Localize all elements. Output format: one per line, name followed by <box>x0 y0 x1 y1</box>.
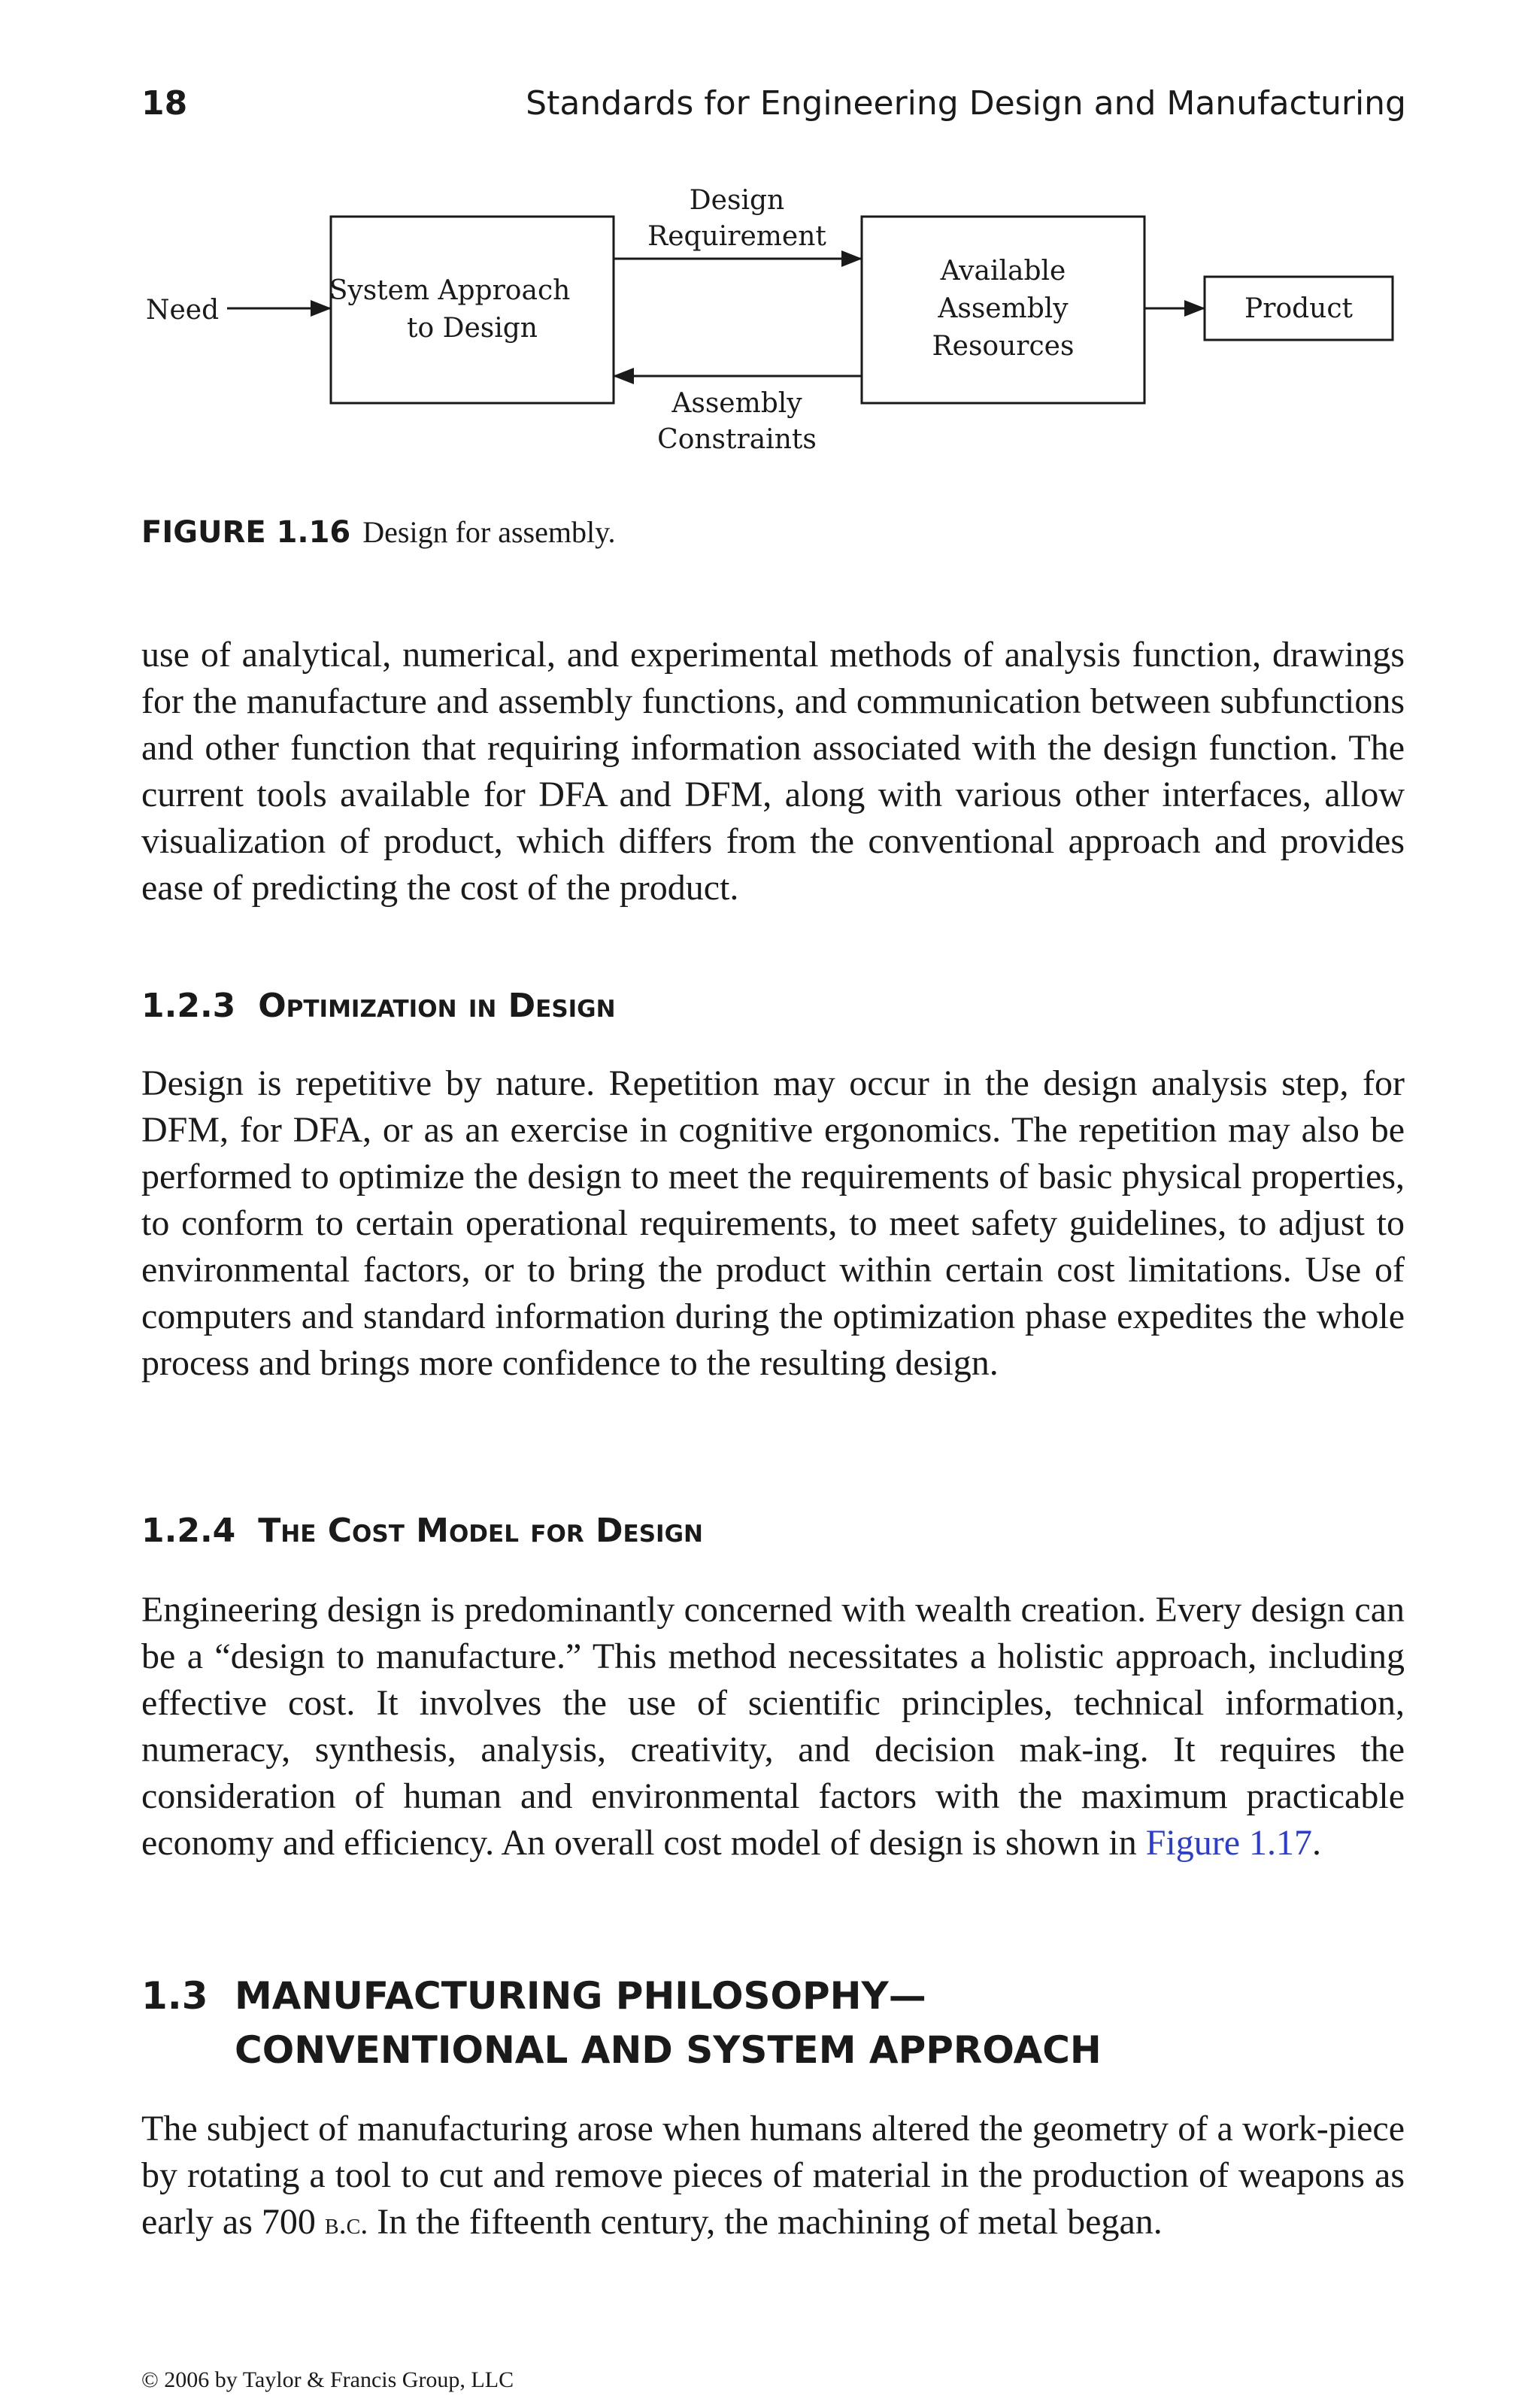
design-requirement-line2: Requirement <box>647 221 826 252</box>
figure-caption-label: FIGURE 1.16 <box>141 515 351 550</box>
page-number: 18 <box>141 84 188 123</box>
paragraph-3 <box>141 1587 1405 1867</box>
system-approach-line1: System Approach <box>329 275 571 306</box>
paragraph-3-text: Engineering design is predominantly concerned with wealth creation. Every design can be a “design to manufacture.” This method necessitates a holistic approach, including effective cost. It involves the use of scientific principles, technical information, numeracy, synthesis, analysis, creativity, and decision mak-ing. It requires the consideration of human and environmental factors with the maximum practicable economy and efficiency. An overall cost model of design is shown in <box>141 1590 1405 1863</box>
section-heading-1-2-4 <box>141 1512 703 1550</box>
era-abbreviation: b.c. <box>324 2206 368 2240</box>
section-heading-1-2-3 <box>141 987 616 1025</box>
running-head: Standards for Engineering Design and Manufacturing <box>526 84 1406 123</box>
assembly-resources-line2: Assembly <box>938 293 1069 324</box>
assembly-resources-line3: Resources <box>932 331 1075 362</box>
copyright-notice: © 2006 by Taylor & Francis Group, LLC <box>141 2367 514 2392</box>
assembly-constraints-line1: Assembly <box>671 388 802 419</box>
paragraph-4-end: In the fifteenth century, the machining of metal began. <box>377 2202 1163 2242</box>
design-for-assembly-diagram <box>0 0 1540 481</box>
section-title: Optimization in Design <box>258 987 616 1025</box>
system-approach-box <box>331 217 614 403</box>
assembly-constraints-line2: Constraints <box>657 424 817 455</box>
assembly-resources-line1: Available <box>940 256 1066 287</box>
product-label: Product <box>1244 293 1353 324</box>
section-number: 1.3 <box>141 1974 208 2018</box>
section-title-line2: CONVENTIONAL AND SYSTEM APPROACH <box>235 2028 1102 2072</box>
need-label: Need <box>146 295 220 326</box>
section-title: The Cost Model for Design <box>258 1512 703 1550</box>
paragraph-2: Design is repetitive by nature. Repetition may occur in the design analysis step, for DFM, for DFA, or as an exercise in cognitive ergonomics. The repetition may also be performed to optimize the design to meet the requirements of basic physical properties, to conform to certain operational requirements, to meet safety guidelines, to adjust to environmental factors, or to bring the product within certain cost limitations. Use of computers and standard information during the optimization phase expedites the whole process and brings more confidence to the resulting design. <box>141 1063 1405 1383</box>
paragraph-4-text: The subject of manufacturing arose when humans altered the geometry of a work-piece by rotating a tool to cut and remove pieces of material in the production of weapons as early as 700 <box>141 2109 1405 2242</box>
section-number: 1.2.3 <box>141 987 236 1025</box>
figure-caption-text: Design for assembly. <box>362 515 616 549</box>
design-requirement-line1: Design <box>689 185 785 216</box>
system-approach-line2: to Design <box>407 313 538 344</box>
figure-1-17-link[interactable]: Figure 1.17 <box>1145 1823 1313 1863</box>
figure-caption <box>141 514 616 550</box>
section-number: 1.2.4 <box>141 1512 236 1550</box>
section-heading-1-3 <box>141 1969 1102 2077</box>
paragraph-4 <box>141 2106 1405 2247</box>
paragraph-1: use of analytical, numerical, and experimental methods of analysis function, drawings for the manufacture and assembly functions, and communication between subfunctions and other function that requiring information associated with the design function. The current tools available for DFA and DFM, along with various other interfaces, allow visualization of product, which differs from the conventional approach and provides ease of predicting the cost of the product. <box>141 635 1405 908</box>
section-title-line1: MANUFACTURING PHILOSOPHY— <box>235 1974 926 2018</box>
paragraph-3-end: . <box>1312 1823 1322 1863</box>
